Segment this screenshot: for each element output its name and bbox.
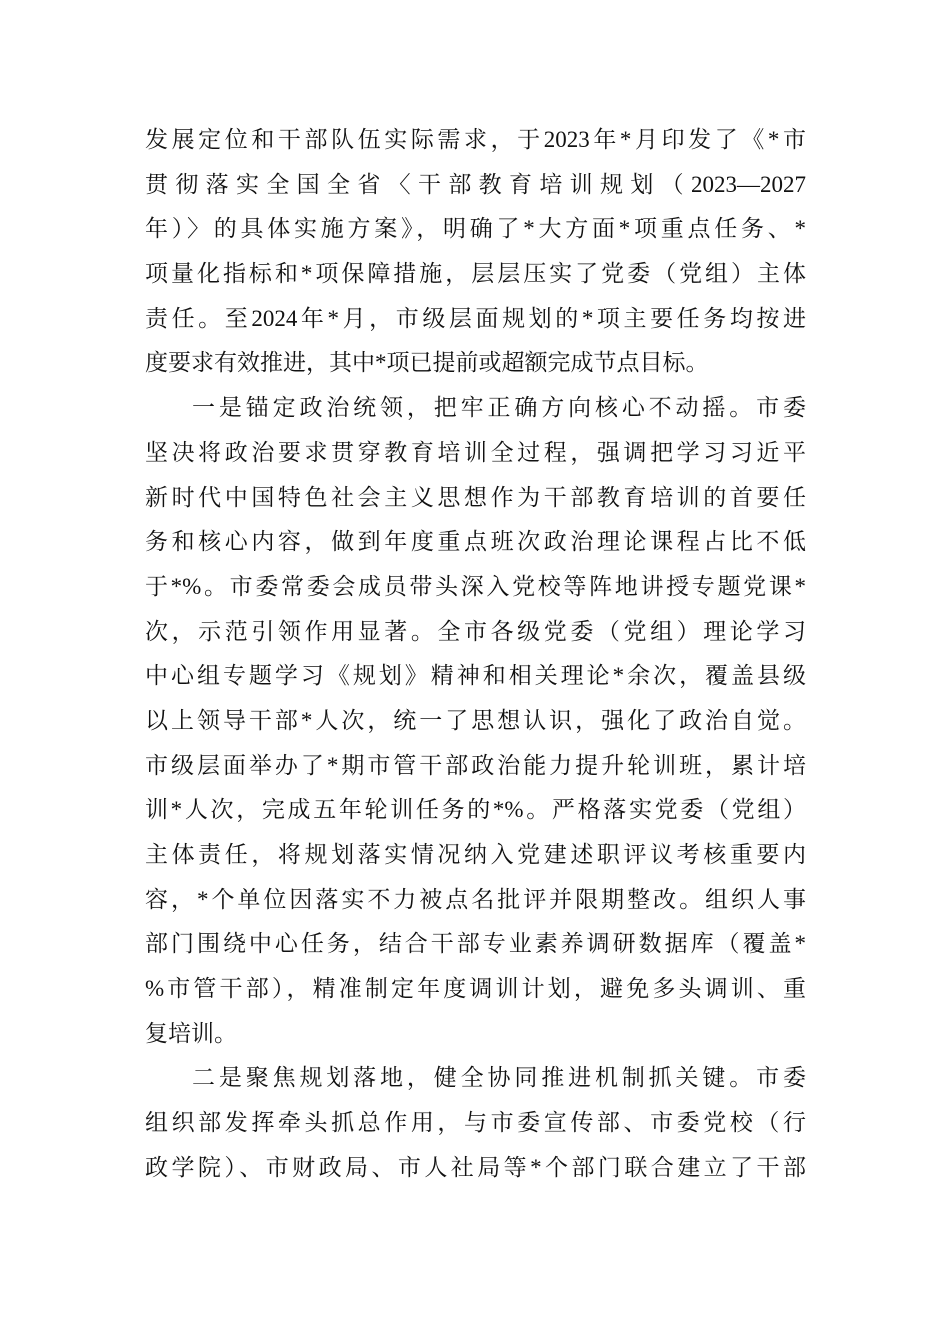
text-line: 市级层面举办了*期市管干部政治能力提升轮训班，累计培 — [145, 752, 806, 778]
text-line: 主体责任，将规划落实情况纳入党建述职评议考核重要内 — [145, 842, 806, 867]
text-line: 训*人次，完成五年轮训任务的*%。严格落实党委（党组） — [145, 797, 806, 823]
text-line: 务和核心内容，做到年度重点班次政治理论课程占比不低 — [145, 529, 806, 555]
text-line: 次，示范引领作用显著。全市各级党委（党组）理论学习 — [145, 618, 806, 644]
text-line: 发展定位和干部队伍实际需求，于2023年*月印发了《*市 — [145, 127, 806, 152]
text-line: 责任。至2024年*月，市级层面规划的*项主要任务均按进 — [145, 305, 806, 331]
text-line: 政学院）、市财政局、市人社局等*个部门联合建立了干部 — [145, 1154, 806, 1180]
text-line: 部门围绕中心任务，结合干部专业素养调研数据库（覆盖* — [145, 931, 806, 957]
text-line: 度要求有效推进，其中*项已提前或超额完成节点目标。 — [145, 350, 709, 376]
text-line: 项量化指标和*项保障措施，层层压实了党委（党组）主体 — [145, 261, 806, 287]
text-line: 新时代中国特色社会主义思想作为干部教育培训的首要任 — [145, 484, 806, 510]
text-line: 容，*个单位因落实不力被点名批评并限期整改。组织人事 — [145, 886, 806, 912]
text-line: 复培训。 — [145, 1020, 237, 1046]
text-line: 组织部发挥牵头抓总作用，与市委宣传部、市委党校（行 — [145, 1110, 806, 1136]
text-line: 中心组专题学习《规划》精神和相关理论*余次，覆盖县级 — [145, 663, 806, 689]
text-line: 于*%。市委常委会成员带头深入党校等阵地讲授专题党课* — [145, 573, 806, 599]
paragraph — [145, 1060, 806, 1194]
text-line: %市管干部），精准制定年度调训计划，避免多头调训、重 — [145, 976, 806, 1002]
paragraph — [145, 390, 806, 1060]
text-line: 以上领导干部*人次，统一了思想认识，强化了政治自觉。 — [145, 707, 806, 733]
text-line: 坚决将政治要求贯穿教育培训全过程，强调把学习习近平 — [145, 439, 806, 465]
document-page — [145, 122, 806, 1195]
text-line: 一是锚定政治统领，把牢正确方向核心不动摇。市委 — [192, 395, 806, 421]
paragraph — [145, 122, 806, 390]
text-line: 年）〉的具体实施方案》，明确了*大方面*项重点任务、* — [145, 216, 806, 242]
text-line: 二是聚焦规划落地，健全协同推进机制抓关键。市委 — [192, 1065, 806, 1091]
text-line: 贯彻落实全国全省〈干部教育培训规划（2023—2027 — [145, 171, 806, 197]
